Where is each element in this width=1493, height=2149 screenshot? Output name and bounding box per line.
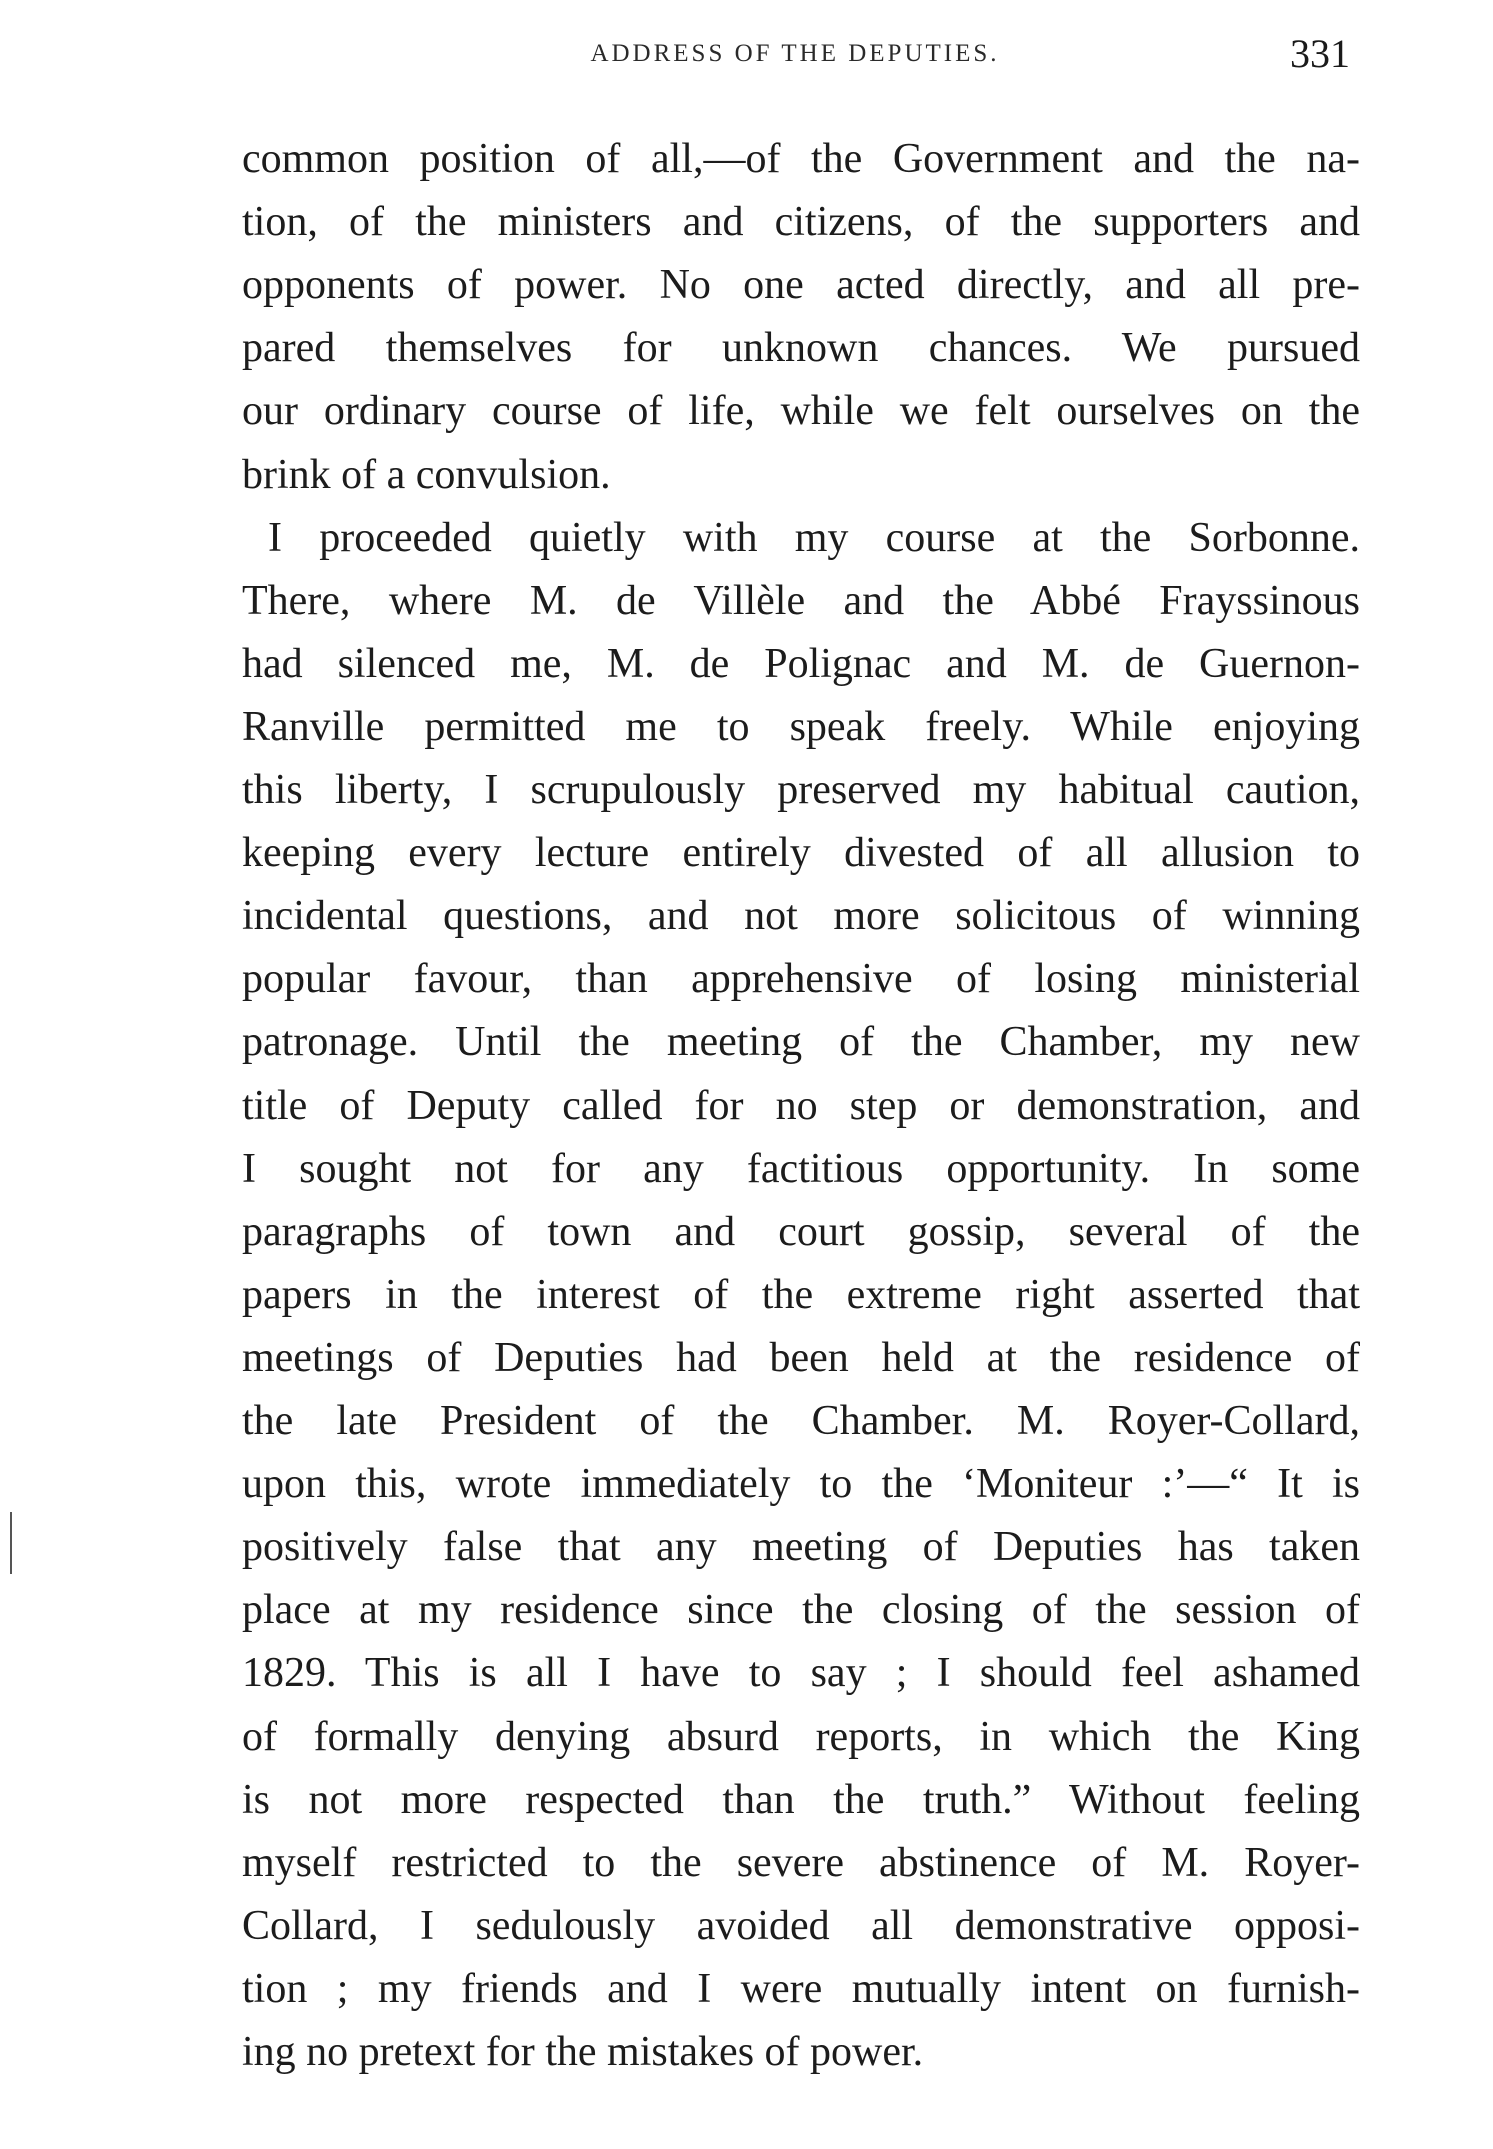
text-line: I sought not for any factitious opportunity. In some — [242, 1145, 1360, 1192]
page-number: 331 — [1290, 31, 1350, 76]
text-line: this liberty, I scrupulously preserved my habitual caution, — [242, 767, 1360, 813]
running-title: ADDRESS OF THE DEPUTIES. — [590, 40, 1000, 67]
text-line: popular favour, than apprehensive of losing ministerial — [242, 956, 1360, 1003]
text-line: incidental questions, and not more solicitous of winning — [242, 893, 1360, 940]
text-line: pared themselves for unknown chances. We pursued — [242, 325, 1360, 372]
margin-mark — [10, 1512, 12, 1574]
text-line: tion, of the ministers and citizens, of the supporters and — [242, 199, 1360, 246]
text-line: is not more respected than the truth.” Without feeling — [242, 1776, 1360, 1823]
text-line: 1829. This is all I have to say ; I should feel ashamed — [242, 1650, 1360, 1697]
text-line: had silenced me, M. de Polignac and M. de Guernon- — [242, 640, 1360, 687]
text-line: our ordinary course of life, while we felt ourselves on the — [242, 388, 1360, 435]
text-line: keeping every lecture entirely divested of all allusion to — [242, 830, 1360, 877]
text-line: There, where M. de Villèle and the Abbé Frayssinous — [242, 577, 1360, 624]
text-line: tion ; my friends and I were mutually intent on furnish- — [242, 1965, 1360, 2012]
text-line: Ranville permitted me to speak freely. While enjoying — [242, 703, 1360, 750]
text-line: common position of all,—of the Government and the na- — [242, 136, 1360, 182]
text-line: papers in the interest of the extreme right asserted that — [242, 1271, 1360, 1318]
text-line: Collard, I sedulously avoided all demonstrative opposi- — [242, 1902, 1360, 1949]
text-line: brink of a convulsion. — [242, 451, 611, 498]
text-line: place at my residence since the closing of the session of — [242, 1587, 1360, 1634]
text-line: meetings of Deputies had been held at the residence of — [242, 1334, 1360, 1381]
text-line: upon this, wrote immediately to the ‘Moniteur :’—“ It is — [242, 1461, 1360, 1508]
text-line: positively false that any meeting of Deputies has taken — [242, 1524, 1360, 1571]
text-line: patronage. Until the meeting of the Chamber, my new — [242, 1019, 1360, 1066]
text-line: myself restricted to the severe abstinence of M. Royer- — [242, 1839, 1360, 1886]
text-line: the late President of the Chamber. M. Royer-Collard, — [242, 1398, 1360, 1444]
text-line: title of Deputy called for no step or demonstration, and — [242, 1082, 1360, 1129]
text-line: I proceeded quietly with my course at the Sorbonne. — [268, 514, 1360, 561]
text-line: ing no pretext for the mistakes of power. — [242, 2029, 924, 2075]
text-line: of formally denying absurd reports, in which the King — [242, 1713, 1360, 1760]
text-line: paragraphs of town and court gossip, several of the — [242, 1208, 1360, 1255]
text-line: opponents of power. No one acted directly, and all pre- — [242, 262, 1360, 309]
